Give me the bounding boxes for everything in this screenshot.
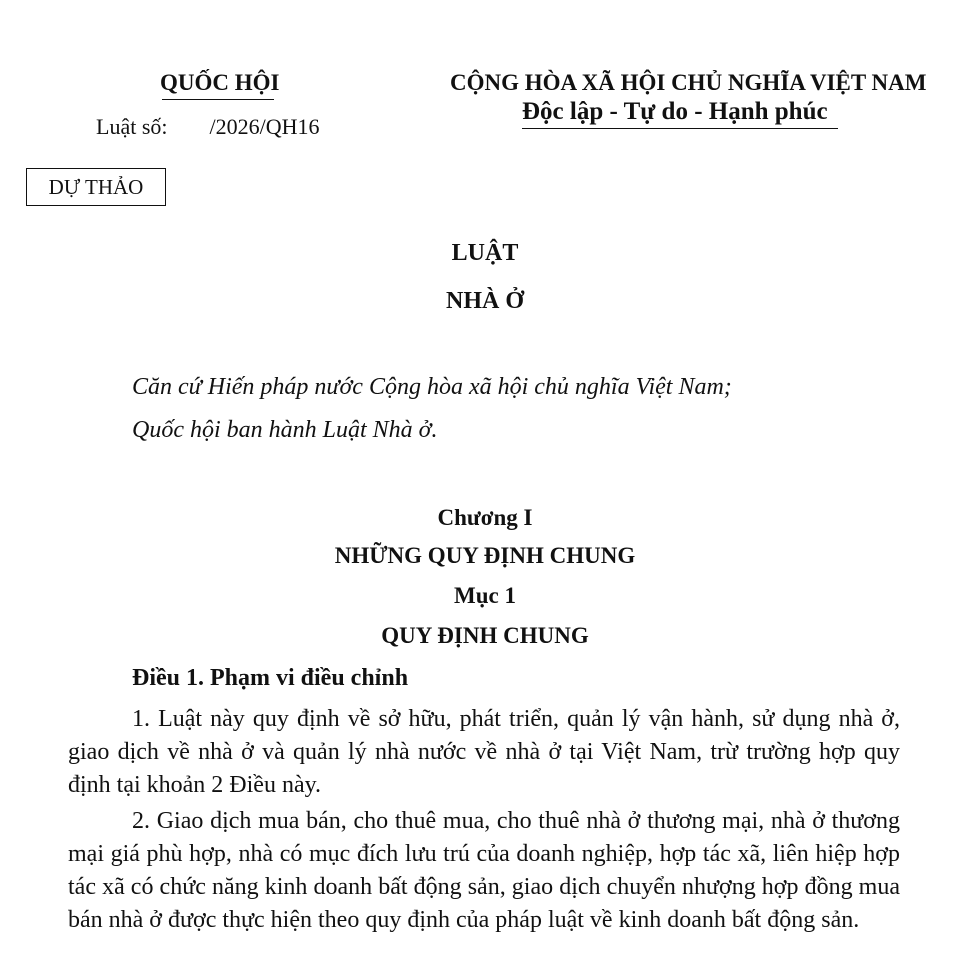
legal-basis-line: Căn cứ Hiến pháp nước Cộng hòa xã hội chủ nghĩa Việt Nam; (132, 374, 732, 400)
law-number (96, 114, 320, 140)
section-label: Mục 1 (454, 583, 516, 608)
document-type: LUẬT (451, 240, 519, 266)
article-title: Điều 1. Phạm vi điều chỉnh (132, 665, 409, 691)
chapter-label: Chương I (437, 505, 533, 530)
law-number-value: /2026/QH16 (209, 114, 320, 139)
issuing-organization: QUỐC HỘI (160, 70, 280, 95)
chapter-title: NHỮNG QUY ĐỊNH CHUNG (334, 543, 636, 568)
legal-basis-line: Quốc hội ban hành Luật Nhà ở. (132, 417, 438, 443)
motto-underline (522, 128, 838, 129)
article-paragraph: 1. Luật này quy định về sở hữu, phát triển, quản lý vận hành, sử dụng nhà ở, giao dịch về nhà ở và quản lý nhà nước về nhà ở tại Việt Nam, trừ trường hợp quy định tại khoản 2 Điều này. (68, 706, 900, 798)
law-number-label: Luật số: (96, 114, 168, 139)
national-motto: Độc lập - Tự do - Hạnh phúc (522, 98, 828, 125)
article-paragraph: 2. Giao dịch mua bán, cho thuê mua, cho thuê nhà ở thương mại, nhà ở thương mại giá phù hợp, nhà có mục đích lưu trú của doanh nghiệp, hợp tác xã, liên hiệp hợp tác xã có chức năng kinh doanh bất động sản, giao dịch chuyển nhượng hợp đồng mua bán nhà ở được thực hiện theo quy định của pháp luật về kinh doanh bất động sản. (68, 808, 900, 933)
draft-label-box: DỰ THẢO (26, 168, 166, 206)
national-title: CỘNG HÒA XÃ HỘI CHỦ NGHĨA VIỆT NAM (450, 70, 927, 95)
section-title: QUY ĐỊNH CHUNG (381, 623, 589, 648)
organization-underline (162, 99, 274, 100)
document-name: NHÀ Ở (446, 288, 524, 314)
